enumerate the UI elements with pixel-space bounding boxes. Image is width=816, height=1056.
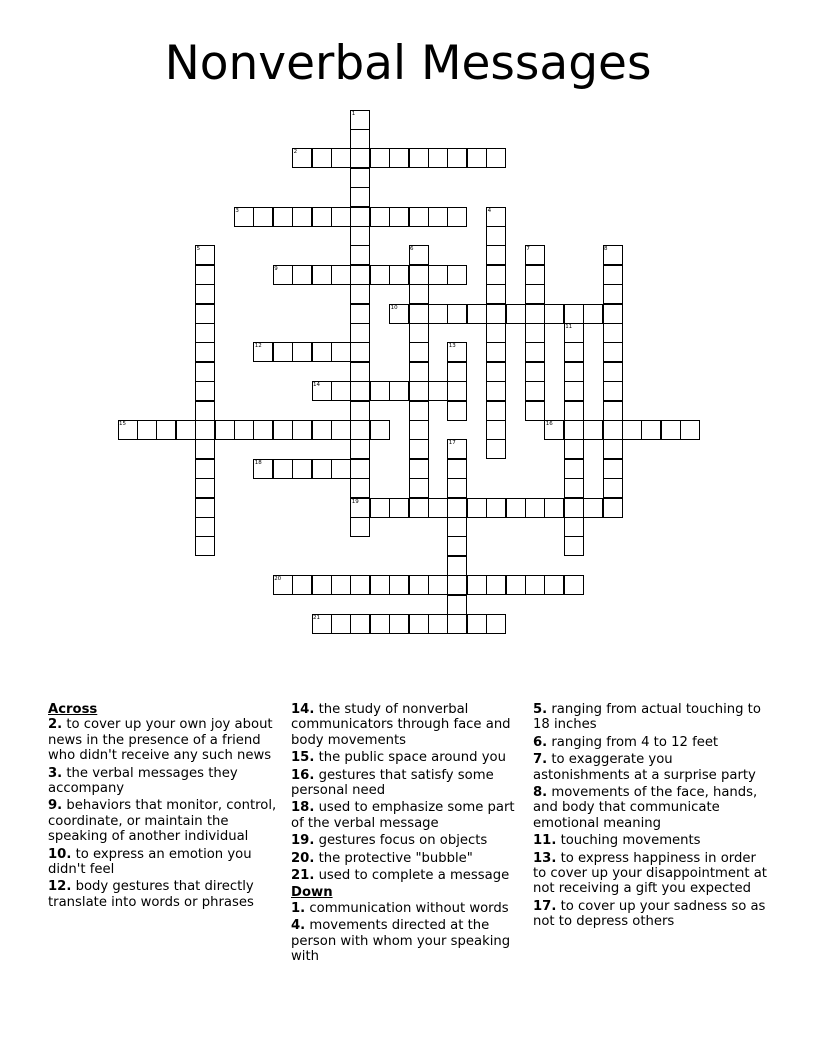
down-clue-1 [291, 901, 519, 916]
grid-cell[interactable] [409, 420, 429, 440]
grid-cell[interactable] [350, 304, 370, 324]
clue-text: gestures that satisfy some personal need [291, 767, 494, 799]
grid-cell[interactable] [195, 284, 215, 304]
clue-number: 7. [533, 752, 548, 768]
grid-cell[interactable] [661, 420, 681, 440]
grid-cell[interactable] [486, 323, 506, 343]
grid-cell[interactable] [486, 284, 506, 304]
clue-text: behaviors that monitor, control, coordinate, or maintain the speaking of another individual [48, 798, 277, 845]
grid-cell[interactable] [195, 459, 215, 479]
grid-cell[interactable] [428, 207, 448, 227]
cell-number: 21 [313, 614, 320, 621]
grid-cell[interactable] [447, 381, 467, 401]
grid-cell[interactable] [350, 517, 370, 537]
clues-column-1 [48, 702, 280, 912]
grid-cell[interactable] [350, 575, 370, 595]
cell-number: 9 [274, 265, 278, 272]
grid-cell[interactable] [428, 304, 448, 324]
grid-cell[interactable] [195, 362, 215, 382]
grid-cell[interactable] [312, 575, 332, 595]
grid-cell[interactable] [350, 129, 370, 149]
grid-cell[interactable] [292, 207, 312, 227]
grid-cell[interactable] [215, 420, 235, 440]
grid-cell[interactable] [312, 459, 332, 479]
grid-cell[interactable] [603, 439, 623, 459]
page-title: Nonverbal Messages [164, 36, 652, 91]
grid-cell[interactable] [428, 148, 448, 168]
grid-cell[interactable] [564, 575, 584, 595]
grid-cell[interactable] [525, 362, 545, 382]
grid-cell[interactable] [409, 498, 429, 518]
clue-text: to cover up your sadness so as not to depress others [533, 898, 766, 930]
grid-cell[interactable] [583, 498, 603, 518]
grid-cell[interactable] [370, 381, 390, 401]
grid-cell[interactable] [331, 420, 351, 440]
grid-cell[interactable] [350, 478, 370, 498]
grid-cell[interactable] [350, 148, 370, 168]
grid-cell[interactable] [195, 265, 215, 285]
clue-text: movements of the face, hands, and body that communicate emotional meaning [533, 785, 758, 831]
grid-cell[interactable] [467, 498, 487, 518]
grid-cell[interactable] [331, 614, 351, 634]
grid-cell[interactable] [409, 575, 429, 595]
grid-cell[interactable] [486, 148, 506, 168]
grid-cell[interactable] [603, 401, 623, 421]
grid-cell[interactable] [409, 459, 429, 479]
grid-cell[interactable] [292, 459, 312, 479]
grid-cell[interactable] [506, 498, 526, 518]
grid-cell[interactable] [447, 459, 467, 479]
grid-cell[interactable] [195, 401, 215, 421]
down-clue-17 [533, 899, 773, 930]
grid-cell[interactable] [370, 498, 390, 518]
down-clue-list-part-1 [291, 901, 519, 965]
grid-cell[interactable] [195, 342, 215, 362]
grid-cell[interactable] [603, 284, 623, 304]
grid-cell[interactable] [195, 381, 215, 401]
cell-number: 20 [274, 576, 282, 583]
grid-cell[interactable] [486, 439, 506, 459]
grid-cell[interactable] [447, 478, 467, 498]
grid-cell[interactable] [525, 265, 545, 285]
down-clue-4 [291, 918, 519, 964]
clue-number: 4. [291, 918, 306, 934]
grid-cell[interactable] [564, 304, 584, 324]
across-clue-10 [48, 847, 280, 878]
grid-cell[interactable] [447, 304, 467, 324]
grid-cell[interactable] [525, 498, 545, 518]
clue-number: 8. [533, 785, 548, 801]
cell-number: 19 [351, 498, 359, 505]
clue-number: 13. [533, 850, 557, 866]
grid-cell[interactable] [506, 575, 526, 595]
grid-cell[interactable] [331, 207, 351, 227]
grid-cell[interactable] [486, 575, 506, 595]
clue-text: communication without words [305, 900, 509, 916]
grid-cell[interactable] [350, 226, 370, 246]
grid-cell[interactable] [447, 595, 467, 615]
grid-cell[interactable] [370, 148, 390, 168]
grid-cell[interactable] [486, 420, 506, 440]
cell-number: 7 [526, 246, 530, 253]
grid-cell[interactable] [486, 498, 506, 518]
grid-cell[interactable] [603, 420, 623, 440]
grid-cell[interactable] [603, 265, 623, 285]
grid-cell[interactable] [292, 342, 312, 362]
grid-cell[interactable] [525, 323, 545, 343]
down-clue-7 [533, 752, 773, 783]
clue-number: 12. [48, 879, 72, 895]
grid-cell[interactable] [350, 168, 370, 188]
grid-cell[interactable] [564, 517, 584, 537]
grid-cell[interactable] [447, 614, 467, 634]
clue-number: 21. [291, 868, 315, 884]
grid-cell[interactable] [583, 304, 603, 324]
clue-number: 15. [291, 750, 315, 766]
grid-cell[interactable] [350, 323, 370, 343]
grid-cell[interactable] [389, 207, 409, 227]
cell-number: 8 [604, 246, 608, 253]
down-heading: Down [291, 885, 333, 901]
grid-cell[interactable] [603, 323, 623, 343]
grid-cell[interactable] [370, 420, 390, 440]
grid-cell[interactable] [292, 420, 312, 440]
across-clue-list-part-1 [48, 717, 280, 910]
cell-number: 13 [448, 343, 456, 350]
clue-number: 9. [48, 798, 63, 814]
grid-cell[interactable] [564, 498, 584, 518]
grid-cell[interactable] [447, 517, 467, 537]
grid-cell[interactable] [234, 420, 254, 440]
grid-cell[interactable] [409, 323, 429, 343]
clue-number: 17. [533, 898, 557, 914]
across-clue-3 [48, 766, 280, 797]
clue-text: to express happiness in order to cover up your disappointment at not receiving a gift you expected [533, 850, 767, 897]
grid-cell[interactable] [253, 207, 273, 227]
across-clue-19 [291, 833, 519, 848]
grid-cell[interactable] [564, 420, 584, 440]
cell-number: 2 [293, 149, 298, 156]
grid-cell[interactable] [195, 498, 215, 518]
cell-number: 18 [254, 459, 262, 466]
clue-text: the verbal messages they accompany [48, 765, 238, 797]
grid-cell[interactable] [603, 478, 623, 498]
grid-cell[interactable] [350, 420, 370, 440]
grid-cell[interactable] [564, 381, 584, 401]
grid-cell[interactable] [525, 381, 545, 401]
cell-number: 1 [351, 110, 356, 117]
grid-cell[interactable] [447, 148, 467, 168]
clue-number: 16. [291, 767, 315, 783]
grid-cell[interactable] [389, 575, 409, 595]
clue-text: the study of nonverbal communicators through face and body movements [291, 702, 511, 748]
grid-cell[interactable] [486, 304, 506, 324]
grid-cell[interactable] [603, 498, 623, 518]
grid-cell[interactable] [447, 498, 467, 518]
grid-cell[interactable] [312, 420, 332, 440]
across-clue-2 [48, 717, 280, 763]
grid-cell[interactable] [409, 284, 429, 304]
grid-cell[interactable] [195, 420, 215, 440]
clue-text: movements directed at the person with whom your speaking with [291, 918, 511, 965]
grid-cell[interactable] [370, 575, 390, 595]
clue-text: touching movements [556, 833, 701, 849]
cell-number: 15 [119, 420, 126, 427]
grid-cell[interactable] [564, 439, 584, 459]
clue-text: to exaggerate you astonishments at a surprise party [533, 752, 756, 783]
clue-text: ranging from actual touching to 18 inches [533, 702, 761, 733]
grid-cell[interactable] [312, 342, 332, 362]
grid-cell[interactable] [603, 459, 623, 479]
grid-cell[interactable] [195, 517, 215, 537]
grid-cell[interactable] [195, 536, 215, 556]
grid-cell[interactable] [409, 362, 429, 382]
grid-cell[interactable] [350, 459, 370, 479]
clue-text: to cover up your own joy about news in the presence of a friend who didn't receive any such news [48, 717, 273, 764]
grid-cell[interactable] [350, 362, 370, 382]
grid-cell[interactable] [292, 265, 312, 285]
across-clue-9 [48, 798, 280, 844]
grid-cell[interactable] [195, 439, 215, 459]
down-clue-5 [533, 702, 773, 733]
grid-cell[interactable] [428, 381, 448, 401]
grid-cell[interactable] [486, 362, 506, 382]
grid-cell[interactable] [467, 614, 487, 634]
grid-cell[interactable] [409, 148, 429, 168]
grid-cell[interactable] [506, 304, 526, 324]
grid-cell[interactable] [370, 207, 390, 227]
grid-cell[interactable] [428, 575, 448, 595]
grid-cell[interactable] [409, 304, 429, 324]
clue-text: the protective "bubble" [314, 850, 473, 866]
grid-cell[interactable] [564, 401, 584, 421]
grid-cell[interactable] [312, 265, 332, 285]
grid-cell[interactable] [486, 614, 506, 634]
grid-cell[interactable] [409, 265, 429, 285]
grid-cell[interactable] [253, 420, 273, 440]
grid-cell[interactable] [350, 401, 370, 421]
grid-cell[interactable] [447, 536, 467, 556]
grid-cell[interactable] [195, 323, 215, 343]
grid-cell[interactable] [564, 536, 584, 556]
clue-number: 2. [48, 717, 63, 733]
across-clue-12 [48, 879, 280, 910]
grid-cell[interactable] [486, 265, 506, 285]
grid-cell[interactable] [331, 265, 351, 285]
cell-number: 6 [410, 246, 414, 253]
clue-text: body gestures that directly translate into words or phrases [48, 879, 254, 910]
grid-cell[interactable] [622, 420, 642, 440]
grid-cell[interactable] [525, 304, 545, 324]
grid-cell[interactable] [195, 478, 215, 498]
clue-number: 11. [533, 833, 557, 849]
grid-cell[interactable] [564, 459, 584, 479]
grid-cell[interactable] [603, 362, 623, 382]
grid-cell[interactable] [156, 420, 176, 440]
grid-cell[interactable] [409, 401, 429, 421]
cell-number: 3 [235, 207, 239, 214]
grid-cell[interactable] [331, 342, 351, 362]
grid-cell[interactable] [603, 304, 623, 324]
clue-text: used to complete a message [314, 868, 510, 884]
grid-cell[interactable] [350, 207, 370, 227]
grid-cell[interactable] [467, 148, 487, 168]
cell-number: 16 [545, 420, 553, 427]
grid-cell[interactable] [389, 381, 409, 401]
clue-text: used to emphasize some part of the verbal message [291, 800, 515, 831]
grid-cell[interactable] [350, 187, 370, 207]
grid-cell[interactable] [137, 420, 157, 440]
grid-cell[interactable] [312, 148, 332, 168]
grid-cell[interactable] [273, 342, 293, 362]
across-heading: Across [48, 702, 98, 717]
grid-cell[interactable] [544, 575, 564, 595]
grid-cell[interactable] [428, 265, 448, 285]
grid-cell[interactable] [273, 459, 293, 479]
grid-cell[interactable] [350, 614, 370, 634]
clue-number: 19. [291, 833, 315, 849]
grid-cell[interactable] [331, 381, 351, 401]
grid-cell[interactable] [389, 148, 409, 168]
across-clue-14 [291, 702, 519, 748]
grid-cell[interactable] [447, 207, 467, 227]
grid-cell[interactable] [447, 556, 467, 576]
down-clue-8 [533, 785, 773, 831]
grid-cell[interactable] [350, 381, 370, 401]
grid-cell[interactable] [486, 342, 506, 362]
grid-cell[interactable] [273, 207, 293, 227]
cell-number: 17 [448, 440, 456, 447]
cell-number: 4 [487, 207, 492, 214]
across-clue-15 [291, 750, 519, 765]
grid-cell[interactable] [331, 575, 351, 595]
grid-cell[interactable] [409, 207, 429, 227]
grid-cell[interactable] [525, 284, 545, 304]
clue-number: 3. [48, 765, 63, 781]
cell-number: 10 [390, 304, 398, 311]
cell-number: 11 [565, 323, 573, 330]
grid-cell[interactable] [544, 304, 564, 324]
grid-cell[interactable] [525, 575, 545, 595]
grid-cell[interactable] [292, 575, 312, 595]
cell-number: 14 [313, 382, 320, 389]
grid-cell[interactable] [564, 362, 584, 382]
clue-number: 14. [291, 702, 315, 717]
across-clue-list-part-2 [291, 702, 519, 883]
grid-cell[interactable] [389, 265, 409, 285]
across-clue-16 [291, 768, 519, 799]
clue-number: 20. [291, 850, 315, 866]
clue-text: to express an emotion you didn't feel [48, 846, 252, 878]
grid-cell[interactable] [486, 381, 506, 401]
clue-text: gestures focus on objects [314, 833, 488, 849]
grid-cell[interactable] [409, 381, 429, 401]
grid-cell[interactable] [447, 265, 467, 285]
grid-cell[interactable] [389, 498, 409, 518]
grid-cell[interactable] [583, 420, 603, 440]
grid-cell[interactable] [409, 342, 429, 362]
grid-cell[interactable] [428, 498, 448, 518]
grid-cell[interactable] [350, 245, 370, 265]
grid-cell[interactable] [467, 575, 487, 595]
grid-cell[interactable] [525, 401, 545, 421]
grid-cell[interactable] [564, 478, 584, 498]
grid-cell[interactable] [680, 420, 700, 440]
cell-number: 5 [196, 246, 201, 253]
grid-cell[interactable] [428, 614, 448, 634]
across-clue-21 [291, 868, 519, 883]
grid-cell[interactable] [467, 304, 487, 324]
down-clue-13 [533, 851, 773, 897]
cell-number: 12 [254, 343, 262, 350]
grid-cell[interactable] [370, 265, 390, 285]
grid-cell[interactable] [544, 498, 564, 518]
clue-number: 5. [533, 702, 548, 717]
grid-cell[interactable] [350, 284, 370, 304]
grid-cell[interactable] [195, 304, 215, 324]
grid-cell[interactable] [312, 207, 332, 227]
grid-cell[interactable] [486, 245, 506, 265]
grid-cell[interactable] [525, 342, 545, 362]
grid-cell[interactable] [389, 614, 409, 634]
clue-number: 6. [533, 734, 548, 750]
grid-cell[interactable] [447, 575, 467, 595]
clue-text: the public space around you [314, 750, 506, 766]
down-clue-6 [533, 735, 773, 750]
down-clue-list-part-2 [533, 702, 773, 930]
clue-number: 1. [291, 900, 306, 916]
grid-cell[interactable] [409, 439, 429, 459]
grid-cell[interactable] [176, 420, 196, 440]
grid-cell[interactable] [331, 148, 351, 168]
grid-cell[interactable] [350, 265, 370, 285]
clue-number: 18. [291, 800, 315, 816]
clues-column-2 [291, 702, 519, 967]
grid-cell[interactable] [409, 478, 429, 498]
grid-cell[interactable] [603, 342, 623, 362]
across-clue-20 [291, 851, 519, 866]
grid-cell[interactable] [350, 439, 370, 459]
across-clue-18 [291, 800, 519, 831]
grid-cell[interactable] [641, 420, 661, 440]
grid-cell[interactable] [564, 342, 584, 362]
grid-cell[interactable] [447, 362, 467, 382]
grid-cell[interactable] [370, 614, 390, 634]
grid-cell[interactable] [486, 401, 506, 421]
clue-text: ranging from 4 to 12 feet [547, 734, 719, 750]
grid-cell[interactable] [273, 420, 293, 440]
grid-cell[interactable] [603, 381, 623, 401]
clue-number: 10. [48, 846, 72, 862]
clues-column-3 [533, 702, 773, 932]
grid-cell[interactable] [331, 459, 351, 479]
down-clue-11 [533, 833, 773, 848]
grid-cell[interactable] [447, 401, 467, 421]
grid-cell[interactable] [486, 226, 506, 246]
grid-cell[interactable] [350, 342, 370, 362]
grid-cell[interactable] [409, 614, 429, 634]
